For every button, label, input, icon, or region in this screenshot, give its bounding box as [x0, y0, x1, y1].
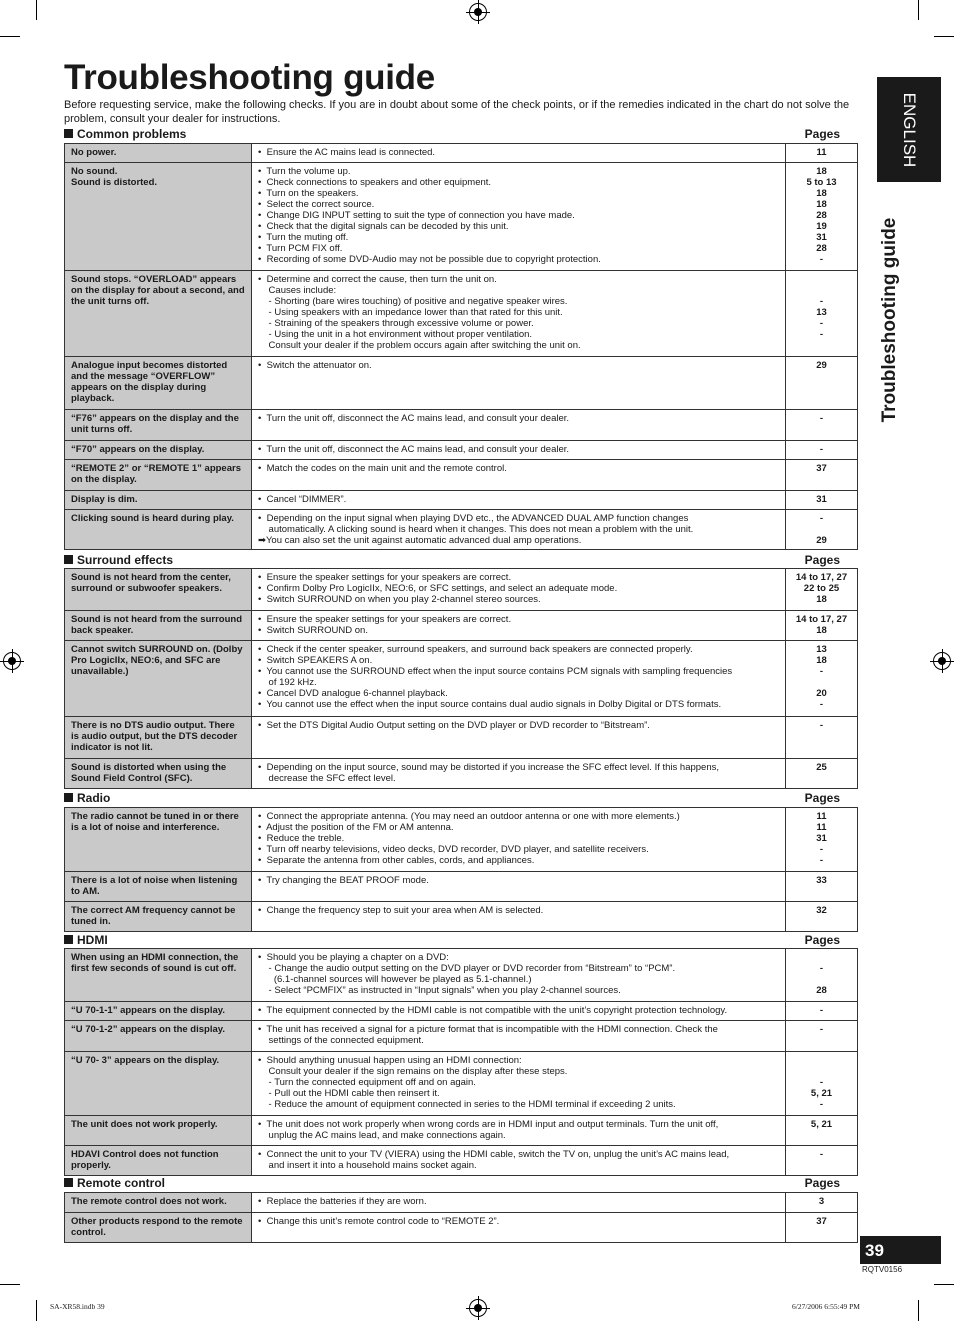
- pages-label: Pages: [804, 127, 840, 141]
- section-title: Remote control: [77, 1176, 166, 1190]
- problem-cell: When using an HDMI connection, the first few seconds of sound is cut off.: [65, 949, 252, 1002]
- remedy-cell: • Set the DTS Digital Audio Output setting on the DVD player or DVD recorder to “Bitstream”.: [252, 717, 786, 759]
- section-header-radio: [64, 791, 856, 805]
- table-row: [65, 611, 858, 641]
- crop-mark: [934, 36, 954, 37]
- remedy-cell: • Connect the unit to your TV (VIERA) using the HDMI cable, switch the TV on, unplug the unit’s AC mains lead, and insert it into a household mains socket again.: [252, 1146, 786, 1176]
- table-remote-control: [64, 1192, 858, 1243]
- pages-cell: 31: [786, 491, 858, 510]
- square-bullet-icon: [64, 129, 73, 138]
- table-row: [65, 1052, 858, 1116]
- section-title: HDMI: [77, 933, 108, 947]
- footer-file: SA-XR58.indb 39: [50, 1302, 105, 1311]
- pages-cell: 11: [786, 144, 858, 163]
- remedy-cell: • Should anything unusual happen using an HDMI connection: Consult your dealer if the sign remains on the display after these steps. - Turn the connected equipment off and on again. - Pull out the HDMI cable then reinsert it. - Reduce the amount of equipment connected in series to the HDMI terminal if exceeding 2 units.: [252, 1052, 786, 1116]
- remedy-cell: • Turn the unit off, disconnect the AC mains lead, and consult your dealer.: [252, 410, 786, 441]
- remedy-cell: • The unit has received a signal for a picture format that is incompatible with the HDMI connection. Check the settings of the connected equipment.: [252, 1021, 786, 1052]
- problem-cell: The radio cannot be tuned in or there is a lot of noise and interference.: [65, 808, 252, 872]
- table-row: [65, 460, 858, 491]
- table-common-problems: [64, 143, 858, 550]
- table-row: [65, 759, 858, 789]
- remedy-cell: • Change the frequency step to suit your area when AM is selected.: [252, 902, 786, 932]
- remedy-cell: • Depending on the input signal when playing DVD etc., the ADVANCED DUAL AMP function changes automatically. A clicking sound is heard when it changes. This does not mean a problem with the unit. ➡You can also set the unit against automatic advanced dual amp operations.: [252, 510, 786, 550]
- problem-cell: Cannot switch SURROUND on. (Dolby Pro LogicIIx, NEO:6, and SFC are unavailable.): [65, 641, 252, 717]
- table-row: [65, 1116, 858, 1146]
- remedy-cell: • The unit does not work properly when wrong cords are in HDMI input and output terminals. Turn the unit off, unplug the AC mains lead, and make connections again.: [252, 1116, 786, 1146]
- crop-mark: [918, 1300, 919, 1321]
- table-row: [65, 569, 858, 611]
- table-row: [65, 491, 858, 510]
- problem-cell: “U 70-1-1” appears on the display.: [65, 1002, 252, 1021]
- language-label: ENGLISH: [900, 92, 919, 167]
- pages-label: Pages: [804, 933, 840, 947]
- remedy-cell: • Replace the batteries if they are worn.: [252, 1193, 786, 1213]
- pages-cell: -: [786, 441, 858, 460]
- table-row: [65, 441, 858, 460]
- table-row: [65, 1193, 858, 1213]
- pages-cell: 37: [786, 1213, 858, 1243]
- remedy-cell: • Should you be playing a chapter on a DVD: - Change the audio output setting on the DVD player or DVD recorder from “Bitstream” to “PCM”. (6.1-channel sources will however be played as 5.1-channel.) - Select “PCMFIX” as instructed in “Input signals” when you play 2-channel sources.: [252, 949, 786, 1002]
- language-tab: [877, 77, 941, 182]
- pages-label: Pages: [804, 791, 840, 805]
- square-bullet-icon: [64, 935, 73, 944]
- registration-mark-icon: [469, 3, 487, 21]
- remedy-cell: • Ensure the speaker settings for your speakers are correct. • Switch SURROUND on.: [252, 611, 786, 641]
- pages-cell: -: [786, 1146, 858, 1176]
- problem-cell: Sound is distorted when using the Sound Field Control (SFC).: [65, 759, 252, 789]
- problem-cell: Sound is not heard from the center, surround or subwoofer speakers.: [65, 569, 252, 611]
- problem-cell: The unit does not work properly.: [65, 1116, 252, 1146]
- footer-timestamp: 6/27/2006 6:55:49 PM: [792, 1302, 860, 1311]
- problem-cell: The remote control does not work.: [65, 1193, 252, 1213]
- side-section-title: [870, 195, 910, 445]
- table-row: [65, 410, 858, 441]
- section-title: Common problems: [77, 127, 187, 141]
- page-number: 39: [865, 1241, 884, 1260]
- registration-mark-icon: [933, 652, 951, 670]
- pages-cell: -: [786, 717, 858, 759]
- problem-cell: There is a lot of noise when listening to AM.: [65, 872, 252, 902]
- pages-cell: 29: [786, 357, 858, 410]
- pages-cell: -: [786, 1021, 858, 1052]
- table-row: [65, 872, 858, 902]
- pages-cell: 13 18 - 20 -: [786, 641, 858, 717]
- crop-mark: [918, 0, 919, 20]
- problem-cell: Clicking sound is heard during play.: [65, 510, 252, 550]
- problem-cell: Other products respond to the remote control.: [65, 1213, 252, 1243]
- crop-mark: [36, 1300, 37, 1321]
- problem-cell: “F70” appears on the display.: [65, 441, 252, 460]
- table-row: [65, 902, 858, 932]
- table-row: [65, 144, 858, 163]
- section-title: Surround effects: [77, 553, 174, 567]
- remedy-cell: • The equipment connected by the HDMI cable is not compatible with the unit’s copyright protection technology.: [252, 1002, 786, 1021]
- table-surround-effects: [64, 568, 858, 789]
- table-row: [65, 357, 858, 410]
- table-row: [65, 717, 858, 759]
- crop-mark: [36, 0, 37, 20]
- problem-cell: “U 70-1-2” appears on the display.: [65, 1021, 252, 1052]
- pages-cell: 18 5 to 13 18 18 28 19 31 28 -: [786, 163, 858, 271]
- section-header-surround-effects: [64, 553, 856, 567]
- table-radio: [64, 807, 858, 932]
- table-row: [65, 1021, 858, 1052]
- pages-cell: 11 11 31 - -: [786, 808, 858, 872]
- section-header-hdmi: [64, 933, 856, 947]
- pages-cell: 25: [786, 759, 858, 789]
- pages-cell: 32: [786, 902, 858, 932]
- square-bullet-icon: [64, 1178, 73, 1187]
- section-header-common-problems: [64, 127, 856, 141]
- page-title: Troubleshooting guide: [64, 58, 435, 97]
- registration-mark-icon: [469, 1299, 487, 1317]
- problem-cell: No power.: [65, 144, 252, 163]
- remedy-cell: • Ensure the AC mains lead is connected.: [252, 144, 786, 163]
- remedy-cell: • Match the codes on the main unit and the remote control.: [252, 460, 786, 491]
- table-row: [65, 949, 858, 1002]
- remedy-cell: • Turn the unit off, disconnect the AC mains lead, and consult your dealer.: [252, 441, 786, 460]
- problem-cell: Sound stops. “OVERLOAD” appears on the display for about a second, and the unit turns off.: [65, 271, 252, 357]
- table-row: [65, 1213, 858, 1243]
- problem-cell: “U 70- 3” appears on the display.: [65, 1052, 252, 1116]
- remedy-cell: • Check if the center speaker, surround speakers, and surround back speakers are connected properly. • Switch SPEAKERS A on. • You cannot use the SURROUND effect when the input source contains PCM signals with sampling frequencies of 192 kHz. • Cancel DVD analogue 6-channel playback. • You cannot use the effect when the input source contains dual audio signals in Dolby Digital or DTS formats.: [252, 641, 786, 717]
- section-header-remote-control: [64, 1176, 856, 1190]
- problem-cell: The correct AM frequency cannot be tuned in.: [65, 902, 252, 932]
- pages-cell: 3: [786, 1193, 858, 1213]
- table-row: [65, 1146, 858, 1176]
- pages-cell: 14 to 17, 27 18: [786, 611, 858, 641]
- remedy-cell: • Turn the volume up. • Check connections to speakers and other equipment. • Turn on the speakers. • Select the correct source. • Change DIG INPUT setting to suit the type of connection you have made. • Check that the digital signals can be decoded by this unit. • Turn the muting off. • Turn PCM FIX off. • Recording of some DVD-Audio may not be possible due to copyright protection.: [252, 163, 786, 271]
- remedy-cell: • Ensure the speaker settings for your speakers are correct. • Confirm Dolby Pro LogicIIx, NEO:6, or SFC settings, and select an adequate mode. • Switch SURROUND on when you play 2-channel stereo sources.: [252, 569, 786, 611]
- remedy-cell: • Switch the attenuator on.: [252, 357, 786, 410]
- page-number-badge: [860, 1236, 941, 1264]
- pages-cell: -: [786, 410, 858, 441]
- pages-label: Pages: [804, 553, 840, 567]
- pages-cell: -: [786, 1002, 858, 1021]
- table-hdmi: [64, 948, 858, 1176]
- table-row: [65, 641, 858, 717]
- pages-cell: - 29: [786, 510, 858, 550]
- table-row: [65, 808, 858, 872]
- remedy-cell: • Depending on the input source, sound may be distorted if you increase the SFC effect level. If this happens, decrease the SFC effect level.: [252, 759, 786, 789]
- crop-mark: [0, 1284, 20, 1285]
- table-row: [65, 163, 858, 271]
- pages-cell: 14 to 17, 27 22 to 25 18: [786, 569, 858, 611]
- crop-mark: [0, 36, 20, 37]
- crop-mark: [934, 1284, 954, 1285]
- side-section-label: Troubleshooting guide: [879, 217, 900, 423]
- problem-cell: Sound is not heard from the surround back speaker.: [65, 611, 252, 641]
- remedy-cell: • Cancel “DIMMER”.: [252, 491, 786, 510]
- problem-cell: Display is dim.: [65, 491, 252, 510]
- table-row: [65, 271, 858, 357]
- remedy-cell: • Change this unit’s remote control code to “REMOTE 2”.: [252, 1213, 786, 1243]
- pages-cell: 37: [786, 460, 858, 491]
- square-bullet-icon: [64, 793, 73, 802]
- section-title: Radio: [77, 791, 111, 805]
- problem-cell: There is no DTS audio output. There is audio output, but the DTS decoder indicator is not lit.: [65, 717, 252, 759]
- pages-cell: 33: [786, 872, 858, 902]
- problem-cell: HDAVI Control does not function properly.: [65, 1146, 252, 1176]
- pages-cell: 5, 21: [786, 1116, 858, 1146]
- square-bullet-icon: [64, 555, 73, 564]
- intro-text: Before requesting service, make the following checks. If you are in doubt about some of the check points, or if the remedies indicated in the chart do not solve the problem, consult your dealer for instructions.: [64, 99, 850, 125]
- registration-mark-icon: [3, 652, 21, 670]
- problem-cell: “F76” appears on the display and the unit turns off.: [65, 410, 252, 441]
- remedy-cell: • Try changing the BEAT PROOF mode.: [252, 872, 786, 902]
- problem-cell: Analogue input becomes distorted and the message “OVERFLOW” appears on the display during playback.: [65, 357, 252, 410]
- pages-cell: - 28: [786, 949, 858, 1002]
- pages-cell: - 5, 21 -: [786, 1052, 858, 1116]
- table-row: [65, 1002, 858, 1021]
- document-code: RQTV0156: [862, 1265, 903, 1274]
- problem-cell: “REMOTE 2” or “REMOTE 1” appears on the display.: [65, 460, 252, 491]
- problem-cell: No sound. Sound is distorted.: [65, 163, 252, 271]
- remedy-cell: • Connect the appropriate antenna. (You may need an outdoor antenna or one with more elements.) • Adjust the position of the FM or AM antenna. • Reduce the treble. • Turn off nearby televisions, video decks, DVD recorder, DVD player, and satellite receivers. • Separate the antenna from other cables, cords, and appliances.: [252, 808, 786, 872]
- table-row: [65, 510, 858, 550]
- pages-cell: - 13 - -: [786, 271, 858, 357]
- pages-label: Pages: [804, 1176, 840, 1190]
- remedy-cell: • Determine and correct the cause, then turn the unit on. Causes include: - Shorting (bare wires touching) of positive and negative speaker wires. - Using speakers with an impedance lower than that rated for this unit. - Straining of the speakers through excessive volume or power. - Using the unit in a hot environment without proper ventilation. Consult your dealer if the problem occurs again after switching the unit on.: [252, 271, 786, 357]
